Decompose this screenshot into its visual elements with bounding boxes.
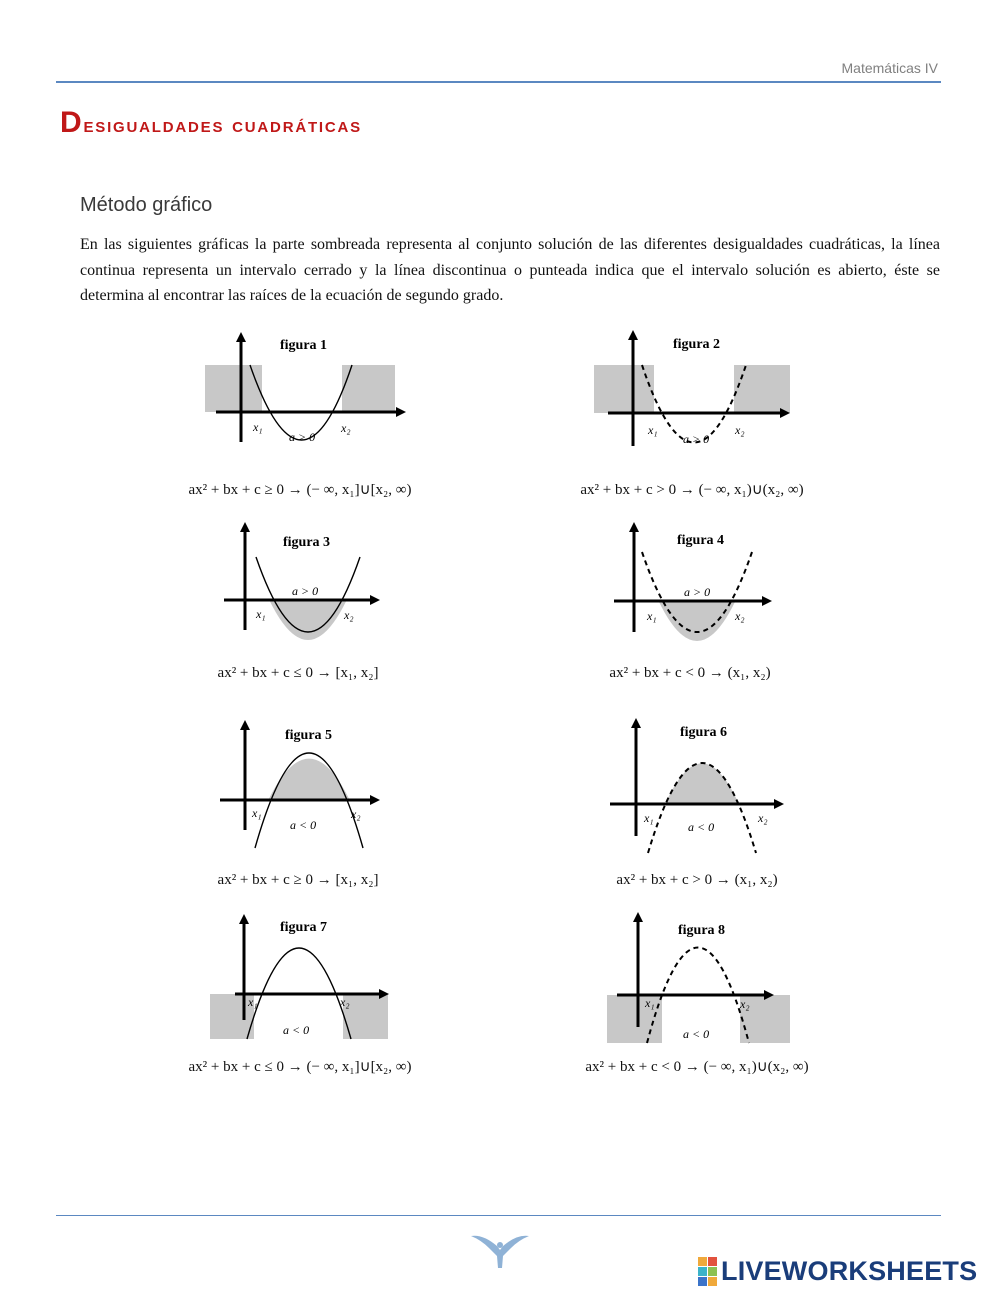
intro-paragraph: En las siguientes gráficas la parte sombreada representa al conjunto solución de las diferentes desigualdades cuadráticas, la línea continua representa un intervalo cerrado y la línea discontinua o punteada indica que el intervalo solución es abierto, éste se determina al encontrar las raíces de la ecuación de segundo grado. — [80, 236, 940, 304]
figure-8-sign: a < 0 — [683, 1027, 710, 1041]
figure-7-sign: a < 0 — [283, 1023, 310, 1037]
figure-7-formula: ax² + bx + c ≤ 0 → (− ∞, x₁]∪[x₂, ∞) — [188, 1059, 412, 1075]
liveworksheets-brand — [698, 1256, 977, 1287]
figure-5-formula: ax² + bx + c ≥ 0 → [x₁, x₂] — [217, 872, 379, 888]
figure-6-graph — [610, 718, 830, 868]
figure-3-formula: ax² + bx + c ≤ 0 → [x₁, x₂] — [217, 665, 379, 681]
figure-2-x1: x₁ — [648, 423, 658, 437]
figure-7-title: figura 7 — [280, 920, 328, 935]
figure-6-sign: a < 0 — [688, 820, 715, 834]
page-title: Desigualdades cuadráticas — [60, 106, 362, 139]
figure-3-x1: x₁ — [256, 607, 266, 621]
figure-1-graph — [200, 330, 420, 480]
header-course: Matemáticas IV — [841, 60, 938, 76]
figure-5-title: figura 5 — [285, 728, 333, 743]
figure-4-formula: ax² + bx + c < 0 → (x₁, x₂) — [609, 665, 771, 681]
figure-5-x2: x₂ — [351, 807, 361, 821]
figure-2-graph — [592, 330, 812, 480]
figure-8-x2: x₂ — [740, 997, 750, 1011]
header-rule — [56, 81, 941, 83]
figure-7-x2: x₂ — [340, 995, 350, 1009]
figure-1-sign: a > 0 — [289, 430, 316, 444]
figure-1-x1: x₁ — [253, 420, 263, 434]
figure-2-title: figura 2 — [673, 337, 721, 352]
figure-6-formula: ax² + bx + c > 0 → (x₁, x₂) — [616, 872, 778, 888]
section-title: Método gráfico — [80, 194, 213, 216]
figure-3-graph — [222, 522, 442, 672]
figure-3-sign: a > 0 — [292, 584, 319, 598]
figure-2-sign: a > 0 — [683, 432, 710, 446]
figure-3-title: figura 3 — [283, 535, 331, 550]
figure-2-formula: ax² + bx + c > 0 → (− ∞, x₁)∪(x₂, ∞) — [580, 482, 804, 498]
liveworksheets-blocks-icon — [698, 1257, 717, 1286]
figure-5-sign: a < 0 — [290, 818, 317, 832]
figure-4-graph — [614, 522, 834, 672]
figure-4-x1: x₁ — [647, 609, 657, 623]
figure-1-formula: ax² + bx + c ≥ 0 → (− ∞, x₁]∪[x₂, ∞) — [188, 482, 412, 498]
figure-4-x2: x₂ — [735, 609, 745, 623]
figure-4-title: figura 4 — [677, 533, 725, 548]
brand-name: LIVEWORKSHEETS — [721, 1256, 978, 1286]
figure-1-x2: x₂ — [341, 421, 351, 435]
footer-rule — [56, 1215, 941, 1216]
figure-6-title: figura 6 — [680, 725, 728, 740]
figure-4-sign: a > 0 — [684, 585, 711, 599]
figure-8-formula: ax² + bx + c < 0 → (− ∞, x₁)∪(x₂, ∞) — [585, 1059, 809, 1075]
figure-7-x1: x₁ — [248, 995, 258, 1009]
figure-7-graph — [205, 912, 425, 1062]
figure-5-graph — [220, 718, 440, 868]
figure-6-x1: x₁ — [644, 811, 654, 825]
bird-logo-icon — [469, 1228, 531, 1272]
figure-8-title: figura 8 — [678, 923, 726, 938]
figure-1-title: figura 1 — [280, 338, 328, 353]
figure-6-x2: x₂ — [758, 811, 768, 825]
figure-8-graph — [602, 912, 822, 1062]
figure-8-x1: x₁ — [645, 996, 655, 1010]
figure-5-x1: x₁ — [252, 806, 262, 820]
figure-3-x2: x₂ — [344, 608, 354, 622]
figure-2-x2: x₂ — [735, 423, 745, 437]
